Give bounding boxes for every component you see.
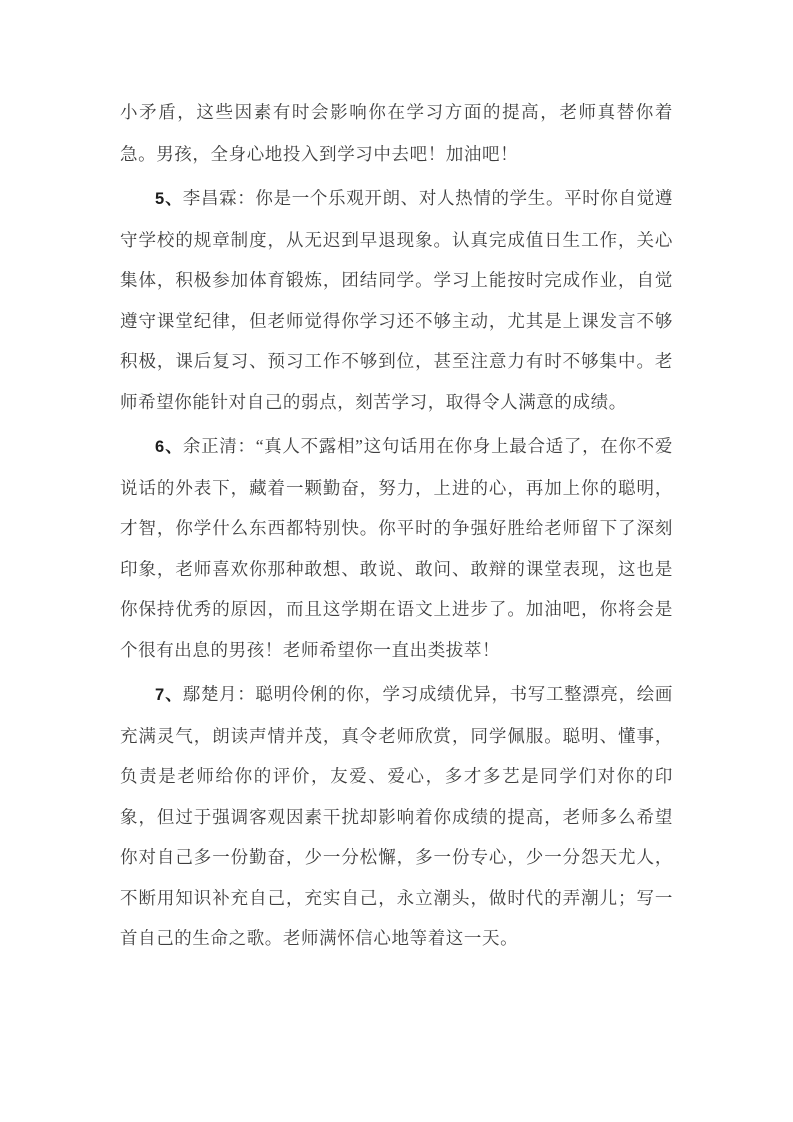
teacher-comment-paragraph bbox=[120, 178, 673, 422]
teacher-comment-paragraph bbox=[120, 92, 673, 174]
document-body bbox=[120, 92, 673, 959]
teacher-comment-paragraph bbox=[120, 426, 673, 670]
paragraph-number: 7、 bbox=[155, 686, 183, 704]
paragraph-number: 6、 bbox=[155, 438, 183, 456]
teacher-comment-paragraph bbox=[120, 674, 673, 959]
paragraph-text: 余正清：“真人不露相”这句话用在你身上最合适了，在你不爱说话的外表下，藏着一颗勤奋，努力，上进的心，再加上你的聪明，才智，你学什么东西都特别快。你平时的争强好胜给老师留下了深刻印象，老师喜欢你那种敢想、敢说、敢问、敢辩的课堂表现，这也是你保持优秀的原因，而且这学期在语文上进步了。加油吧，你将会是个很有出息的男孩！老师希望你一直出类拔萃！ bbox=[120, 436, 673, 660]
paragraph-text: 李昌霖：你是一个乐观开朗、对人热情的学生。平时你自觉遵守学校的规章制度，从无迟到早退现象。认真完成值日生工作，关心集体，积极参加体育锻炼，团结同学。学习上能按时完成作业，自觉遵守课堂纪律，但老师觉得你学习还不够主动，尤其是上课发言不够积极，课后复习、预习工作不够到位，甚至注意力有时不够集中。老师希望你能针对自己的弱点，刻苦学习，取得令人满意的成绩。 bbox=[120, 188, 673, 412]
paragraph-number: 5、 bbox=[155, 190, 183, 208]
paragraph-text: 鄢楚月：聪明伶俐的你，学习成绩优异，书写工整漂亮，绘画充满灵气，朗读声情并茂，真令老师欣赏，同学佩服。聪明、懂事，负责是老师给你的评价，友爱、爱心，多才多艺是同学们对你的印象，但过于强调客观因素干扰却影响着你成绩的提高，老师多么希望你对自己多一份勤奋，少一分松懈，多一份专心，少一分怨天尤人，不断用知识补充自己，充实自己，永立潮头，做时代的弄潮儿；写一首自己的生命之歌。老师满怀信心地等着这一天。 bbox=[120, 684, 673, 948]
paragraph-text: 小矛盾，这些因素有时会影响你在学习方面的提高，老师真替你着急。男孩，全身心地投入到学习中去吧！加油吧！ bbox=[120, 102, 673, 164]
